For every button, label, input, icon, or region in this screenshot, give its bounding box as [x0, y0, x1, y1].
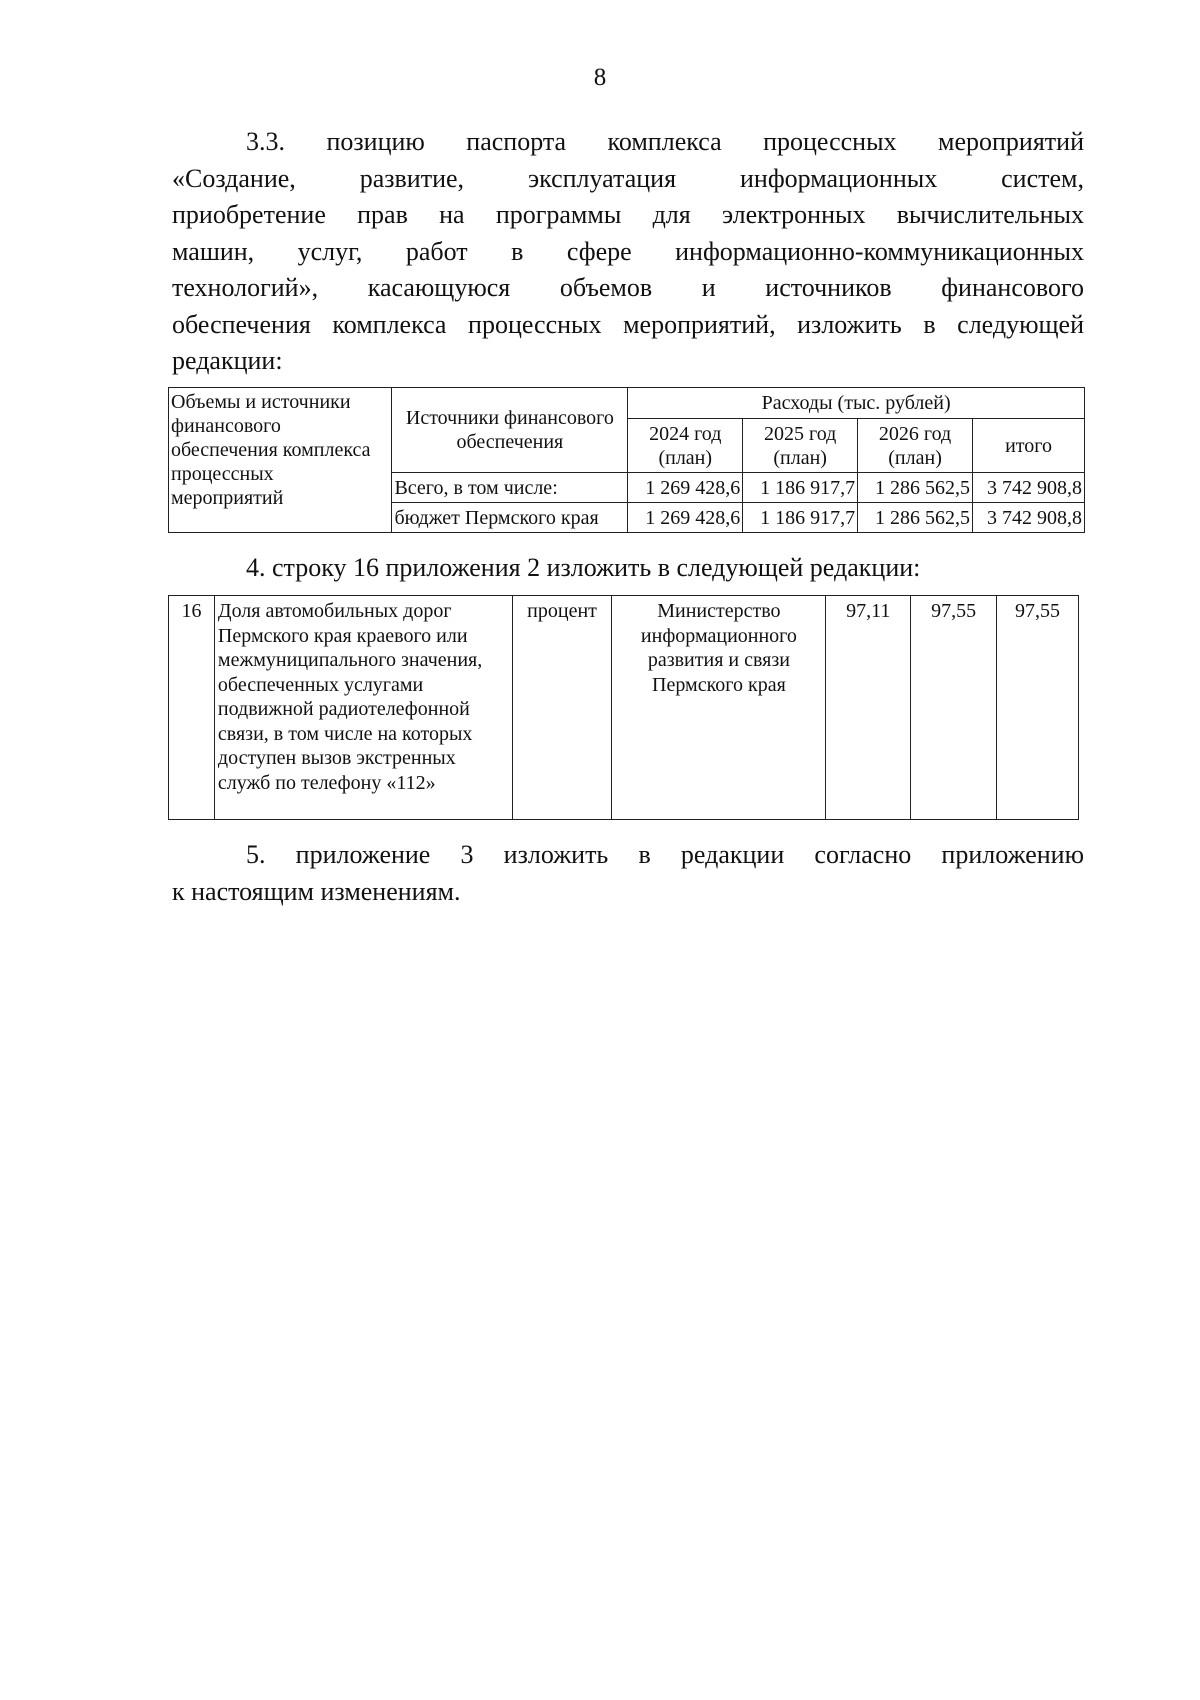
paragraph-4: 4. строку 16 приложения 2 изложить в следующей редакции: [246, 553, 921, 582]
year-header-2025: 2025 год (план) [743, 419, 858, 473]
value-cell: 97,55 [997, 596, 1079, 820]
indicator-table [168, 595, 1079, 820]
indicator-name-cell: Доля автомобильных дорог Пермского края краевого или межмуниципального значения, обеспеченных услугами подвижной радиотелефонной связи, в том числе на которых доступен вызов экстренных служб по телефону «112» [214, 596, 512, 820]
source-cell: Всего, в том числе: [392, 473, 628, 503]
table-row [169, 596, 1079, 820]
paragraph-line: «Создание, развитие, эксплуатация информационных систем, [172, 163, 1084, 193]
total-header: итого [973, 419, 1085, 473]
row-number-cell: 16 [169, 596, 215, 820]
value-cell: 97,11 [826, 596, 911, 820]
finance-table [168, 387, 1085, 533]
value-cell: 1 269 428,6 [628, 503, 743, 533]
expenses-header: Расходы (тыс. рублей) [628, 388, 1085, 419]
value-cell: 1 186 917,7 [743, 473, 858, 503]
value-cell: 1 286 562,5 [858, 473, 973, 503]
source-cell: бюджет Пермского края [392, 503, 628, 533]
paragraph-line: 3.3. позицию паспорта комплекса процессных мероприятий [246, 127, 1084, 156]
responsible-cell: Министерство информационного развития и связи Пермского края [612, 596, 826, 820]
unit-cell: процент [512, 596, 612, 820]
sources-header: Источники финансового обеспечения [392, 388, 628, 473]
value-cell: 1 269 428,6 [628, 473, 743, 503]
value-cell: 1 286 562,5 [858, 503, 973, 533]
paragraph-line: технологий», касающуюся объемов и источников финансового [172, 273, 1084, 302]
paragraph-line: машин, услуг, работ в сфере информационно-коммуникационных [172, 236, 1084, 266]
year-header-2026: 2026 год (план) [858, 419, 973, 473]
page-number: 8 [593, 64, 607, 91]
paragraph-line: к настоящим изменениям. [172, 876, 461, 906]
value-cell: 3 742 908,8 [973, 473, 1085, 503]
year-header-2024: 2024 год (план) [628, 419, 743, 473]
value-cell: 1 186 917,7 [743, 503, 858, 533]
paragraph-5 [172, 837, 1084, 910]
value-cell: 97,55 [911, 596, 997, 820]
paragraph-line: 5. приложение 3 изложить в редакции согласно приложению [246, 840, 1084, 869]
paragraph-line: приобретение прав на программы для электронных вычислительных [172, 200, 1084, 229]
paragraph-line: обеспечения комплекса процессных мероприятий, изложить в следующей [172, 309, 1084, 339]
paragraph-line: редакции: [172, 346, 283, 375]
value-cell: 3 742 908,8 [973, 503, 1085, 533]
paragraph-3-3 [172, 124, 1084, 380]
finance-row-label: Объемы и источники финансового обеспечения комплекса процессных мероприятий [169, 388, 392, 533]
